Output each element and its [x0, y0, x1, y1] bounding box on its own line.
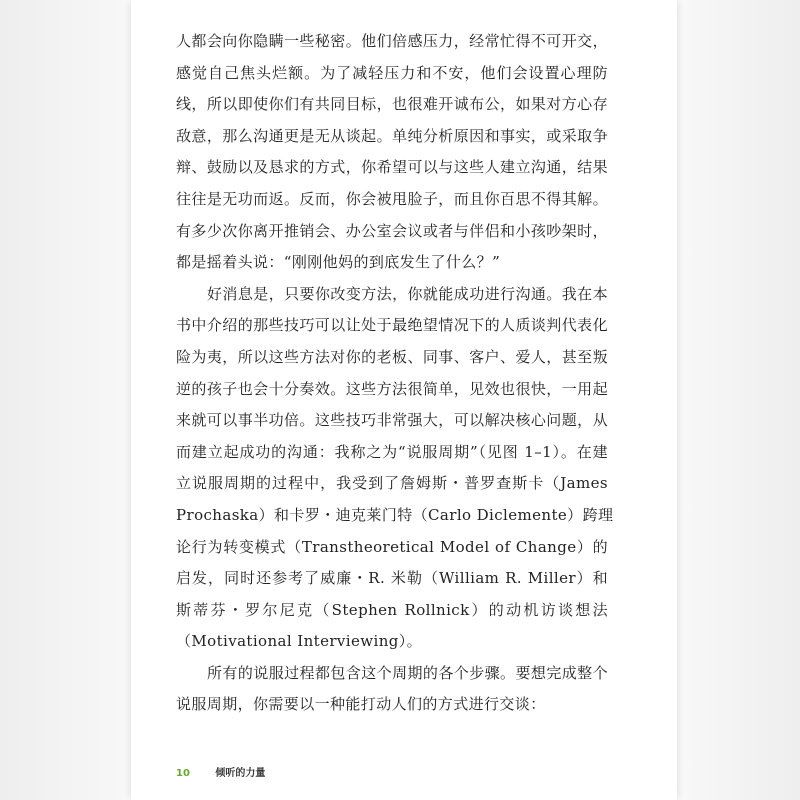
paragraph	[176, 279, 614, 658]
text-line: 人都会向你隐瞒一些秘密。他们倍感压力，经常忙得不可开交，	[176, 32, 608, 50]
text-line: 往往是无功而返。反而，你会被甩脸子，而且你百思不得其解。	[176, 189, 608, 208]
text-line: 而建立起成功的沟通：我称之为“说服周期”（见图 1–1）。在建	[176, 442, 608, 461]
text-line: 斯蒂芬・罗尔尼克（Stephen Rollnick）的动机访谈想法	[176, 600, 608, 619]
paragraph	[176, 658, 608, 721]
text-line: 好消息是，只要你改变方法，你就能成功进行沟通。我在本	[207, 284, 608, 303]
text-line: 感觉自己焦头烂额。为了减轻压力和不安，他们会设置心理防	[176, 63, 608, 82]
page-number: 10	[176, 768, 190, 779]
running-title: 倾听的力量	[215, 768, 266, 779]
text-line: 说服周期，你需要以一种能打动人们的方式进行交谈：	[176, 695, 546, 714]
body-text	[176, 26, 614, 721]
text-line: 书中介绍的那些技巧可以让处于最绝望情况下的人质谈判代表化	[176, 316, 608, 335]
text-line: 启发，同时还参考了威廉・R. 米勒（William R. Miller）和	[176, 569, 608, 588]
paragraph	[176, 26, 608, 279]
page-footer	[176, 764, 265, 779]
text-line: 险为夷，所以这些方法对你的老板、同事、客户、爱人，甚至叛	[176, 347, 608, 366]
text-line: 都是摇着头说：“刚刚他妈的到底发生了什么？”	[176, 253, 501, 272]
text-line: 敌意，那么沟通更是无从谈起。单纯分析原因和事实，或采取争	[176, 126, 608, 145]
text-line: 立说服周期的过程中，我受到了詹姆斯・普罗查斯卡（James	[176, 474, 608, 493]
text-line: 辩、鼓励以及恳求的方式，你希望可以与这些人建立沟通，结果	[176, 158, 608, 177]
text-line: 来就可以事半功倍。这些技巧非常强大，可以解决核心问题，从	[176, 411, 608, 430]
text-line: 逆的孩子也会十分奏效。这些方法很简单，见效也很快，一用起	[176, 379, 608, 398]
text-line: 所有的说服过程都包含这个周期的各个步骤。要想完成整个	[207, 663, 608, 682]
text-line: 论行为转变模式（Transtheoretical Model of Change）的	[176, 537, 608, 556]
text-line: Prochaska）和卡罗・迪克莱门特（Carlo Diclemente）跨理	[176, 505, 614, 524]
text-line: （Motivational Interviewing）。	[176, 632, 423, 651]
book-page	[131, 0, 677, 800]
text-line: 线，所以即使你们有共同目标，也很难开诚布公，如果对方心存	[176, 95, 608, 114]
text-line: 有多少次你离开推销会、办公室会议或者与伴侣和小孩吵架时，	[176, 221, 608, 240]
